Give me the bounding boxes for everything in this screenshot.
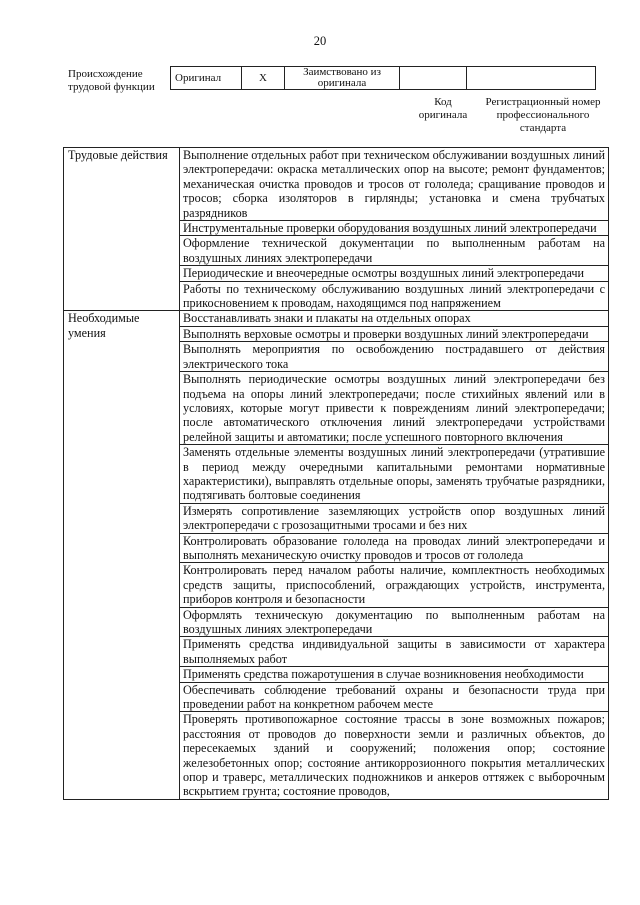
row-text: Измерять сопротивление заземляющих устройств опор воздушных линий электропередачи с грозозащитными тросами и без них: [180, 503, 609, 533]
row-text: Выполнять верховые осмотры и проверки воздушных линий электропередачи: [180, 326, 609, 341]
row-text: Применять средства индивидуальной защиты в зависимости от характера выполняемых работ: [180, 637, 609, 667]
row-text: Обеспечивать соблюдение требований охраны и безопасности труда при проведении работ на конкретном рабочем месте: [180, 682, 609, 712]
table-row: [64, 148, 609, 221]
section-label: Трудовые действия: [64, 148, 180, 311]
row-text: Заменять отдельные элементы воздушных линий электропередачи (утратившие в период между очередными капитальными ремонтами нормативные характеристики), выправлять отдельные опоры, заменять трубчатые разрядники, подтягивать болтовые соединения: [180, 445, 609, 504]
table-row: [64, 311, 609, 326]
page-number: 20: [313, 34, 327, 48]
reg-number-cell: [467, 67, 596, 90]
page-bottom-margin: [0, 858, 640, 905]
row-text: Работы по техническому обслуживанию воздушных линий электропередачи с прикосновением к проводам, находящимся под напряжением: [180, 281, 609, 311]
row-text: Выполнение отдельных работ при техническом обслуживании воздушных линий электропередачи: окраска металлических опор на высоте; ремонт фундаментов; механическая очистка проводов и тросов от гололеда; сращивание проводов и тросов; сборка изоляторов в гирлянды; установка и смена трубчатых разрядников: [180, 148, 609, 221]
row-text: Оформление технической документации по выполненным работам на воздушных линиях электропередачи: [180, 236, 609, 266]
row-text: Проверять противопожарное состояние трассы в зоне возможных пожаров; расстояния от проводов до поверхности земли и различных объектов, до пересекаемых зданий и сооружений; положения опор; состояние железобетонных опор; состояние антикоррозионного покрытия металлических опор и траверс, металлических подножников и анкеров оттяжек с выборочным вскрытием грунта; состояние проводов,: [180, 712, 609, 799]
row-text: Инструментальные проверки оборудования воздушных линий электропередачи: [180, 221, 609, 236]
section-label: Необходимые умения: [64, 311, 180, 799]
row-text: Выполнять мероприятия по освобождению пострадавшего от действия электрического тока: [180, 342, 609, 372]
row-text: Применять средства пожаротушения в случае возникновения необходимости: [180, 667, 609, 682]
reg-number-caption: Регистрационный номер профессионального стандарта: [485, 96, 601, 134]
row-text: Выполнять периодические осмотры воздушных линий электропередачи без подъема на опоры линий электропередачи; после стихийных явлений или в условиях, которые могут привести к повреждениям линий электропередачи; после автоматического отключения линий электропередачи устройствами релейной защиты и автоматики; после успешного повторного включения: [180, 372, 609, 445]
row-text: Контролировать перед началом работы наличие, комплектность необходимых средств защиты, приспособлений, ограждающих устройств, инструмента, приборов контроля и безопасности: [180, 563, 609, 607]
row-text: Оформлять техническую документацию по выполненным работам на воздушных линиях электропередачи: [180, 607, 609, 637]
functions-table: [63, 147, 609, 800]
row-text: Контролировать образование гололеда на проводах линий электропередачи и выполнять механическую очистку проводов и тросов от гололеда: [180, 533, 609, 563]
code-caption: Код оригинала: [418, 96, 468, 121]
borrowed-cell: Заимствовано из оригинала: [285, 67, 400, 90]
original-cell: Оригинал: [171, 67, 242, 90]
original-mark: X: [242, 67, 285, 90]
code-cell: [400, 67, 467, 90]
row-text: Периодические и внеочередные осмотры воздушных линий электропередачи: [180, 266, 609, 281]
origin-label: Происхождение трудовой функции: [68, 68, 155, 93]
row-text: Восстанавливать знаки и плакаты на отдельных опорах: [180, 311, 609, 326]
origin-table: [170, 66, 596, 90]
